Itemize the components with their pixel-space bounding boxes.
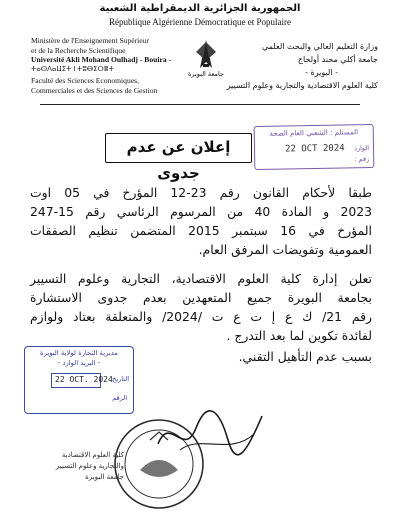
university-line: Université Akli Mohand Oulhadj - Bouira - (31, 55, 172, 65)
announcement-paragraph (30, 269, 372, 345)
ministry-line-2: et de la Recherche Scientifique (31, 45, 126, 55)
received-stamp-ref: رقم : (354, 155, 370, 164)
body-line: المؤرخ في 16 سبتمبر 2015 المتضمن تنظيم الصفقات (30, 223, 372, 238)
republic-title-fr: République Algérienne Démocratique et Populaire (109, 17, 291, 27)
body-line: بجامعة البويرة جميع المتعهدين بعدم جدوى الاستشارة (30, 290, 372, 305)
body-line: 2023 و المادة 40 من المرسوم الرئاسي رقم 15-247 (30, 204, 372, 219)
seal-line: كلية العلوم الاقتصادية (61, 451, 124, 459)
commerce-stamp-date-label: التاريخ (112, 375, 129, 383)
commerce-stamp-title: مديرية التجارة لولاية البويرة (40, 349, 118, 357)
commerce-stamp-date: 22 OCT. 2024 (55, 375, 113, 384)
announcement-title: إعلان عن عدم جدوى (105, 133, 252, 163)
faculty-line-2: Commerciales et des Sciences de Gestion (31, 85, 158, 95)
body-line: لفائدة تكوين لما بعد التدرج . (226, 328, 372, 343)
institution-header-ar (208, 40, 378, 92)
ministry-ar: وزارة التعليم العالي والبحث العلمي (262, 42, 378, 51)
received-stamp-title: المستلم : الشعبي العام الصحة (269, 128, 359, 138)
body-line: طبقا لأحكام القانون رقم 23-12 المؤرخ في 05 اوت (30, 185, 373, 200)
received-stamp (254, 124, 375, 170)
seal-line: جامعة البويرة (85, 473, 124, 481)
university-tifinagh: ⵜⴰⵙⴷⴰⵡⵉⵜ ⵏ ⵜⵓⴱⵉⵔⴻⵜ (31, 64, 114, 73)
commerce-stamp-number-label: الرقم (112, 394, 127, 402)
commerce-directorate-stamp (24, 346, 134, 414)
body-line: تعلن إدارة كلية العلوم الاقتصادية، التجارية وعلوم التسيير (30, 271, 372, 286)
signature-icon (150, 404, 270, 464)
republic-title-ar: الجمهورية الجزائرية الديمقراطية الشعبية (99, 3, 301, 14)
received-stamp-label: الوارد (353, 144, 370, 153)
faculty-ar: كلية العلوم الاقتصادية والتجارية وعلوم التسيير (226, 81, 378, 90)
city-ar: - البويرة - (305, 68, 338, 77)
logo-caption: جامعة البويرة (187, 70, 225, 78)
header-divider (40, 104, 360, 105)
commerce-stamp-subtitle: - البريد الوارد - (57, 359, 101, 367)
faculty-line-1: Faculté des Sciences Economiques, (31, 76, 139, 86)
received-stamp-date: 22 OCT 2024 (284, 143, 345, 155)
institution-header-fr (31, 36, 196, 96)
legal-basis-paragraph (30, 183, 372, 259)
ministry-line-1: Ministère de l'Enseignement Supérieur (31, 36, 149, 45)
university-ar: جامعة أكلي محند أولحاج (297, 55, 378, 64)
seal-line: والتجارية وعلوم التسيير (55, 462, 124, 470)
body-line: العمومية وتفويضات المرفق العام. (198, 242, 372, 257)
body-line: بسبب عدم التأهيل التقني. (238, 349, 372, 364)
body-line: رقم 21/ ك ع إ ت ع ت /2024/ والمتعلقة بعتاد ولوازم (30, 309, 372, 324)
seal-caption (24, 450, 124, 483)
